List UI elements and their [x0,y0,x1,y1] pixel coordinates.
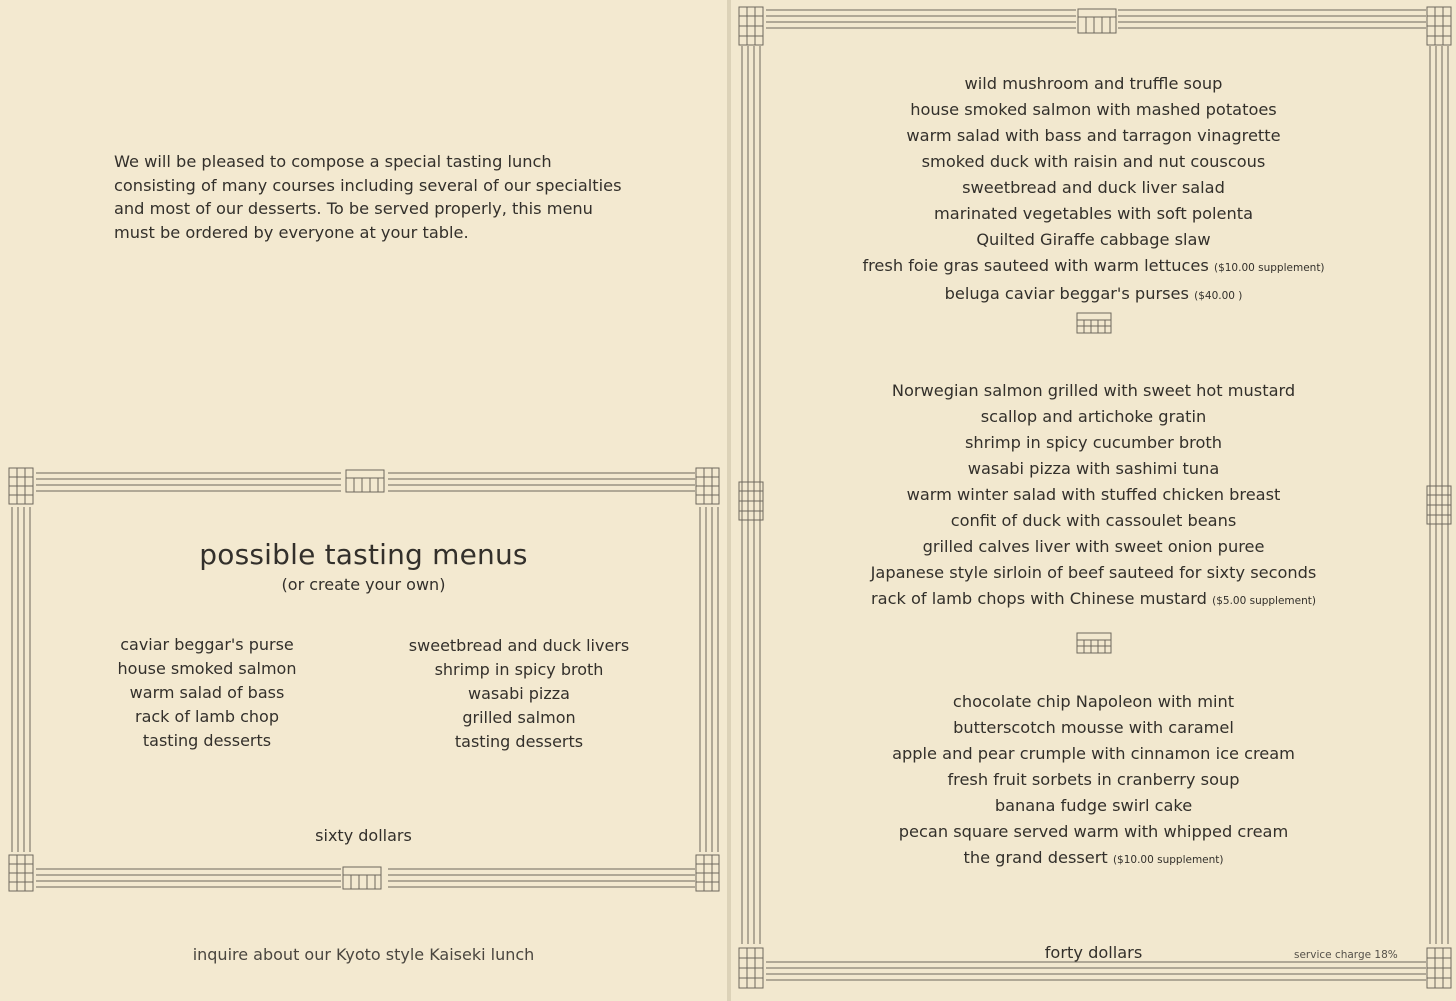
grid-ornament-icon [1076,632,1112,654]
intro-paragraph: We will be pleased to compose a special tasting lunch consisting of many courses including several of our specialties and most of our desserts. To be served properly, this menu must be ordered by everyone at your table. [114,152,622,242]
tasting-menu-b [369,634,669,754]
list-item: wasabi pizza [468,684,570,703]
list-item: caviar beggar's purse [120,635,294,654]
dish-name: Quilted Giraffe cabbage slaw [976,230,1211,249]
dessert-course-list [731,689,1456,873]
dish-name: confit of duck with cassoulet beans [950,511,1237,530]
list-item [731,767,1456,793]
dish-name: banana fudge swirl cake [994,796,1193,815]
dish-name: fresh fruit sorbets in cranberry soup [947,770,1240,789]
list-item: warm salad of bass [129,683,285,702]
list-item [731,793,1456,819]
dish-name: smoked duck with raisin and nut couscous [921,152,1266,171]
list-item [731,227,1456,253]
dish-name: beluga caviar beggar's purses [944,284,1189,303]
list-item [731,508,1456,534]
list-item [731,253,1456,281]
list-item [731,123,1456,149]
dish-name: warm salad with bass and tarragon vinagrette [906,126,1281,145]
dish-name: scallop and artichoke gratin [980,407,1207,426]
list-item: tasting desserts [454,732,584,751]
list-item [731,404,1456,430]
dish-name: butterscotch mousse with caramel [953,718,1234,737]
list-item [731,689,1456,715]
grid-ornament-icon [1076,312,1112,334]
lunch-price: forty dollars [1044,943,1143,962]
list-item [731,430,1456,456]
list-item: house smoked salmon [117,659,297,678]
dish-name: shrimp in spicy cucumber broth [965,433,1222,452]
first-course-list [731,71,1456,309]
tasting-menus-heading: possible tasting menus [199,538,528,571]
dish-name: pecan square served warm with whipped cream [898,822,1289,841]
main-course-list [731,378,1456,614]
list-item [731,819,1456,845]
tasting-price: sixty dollars [315,826,412,845]
list-item [731,97,1456,123]
list-item: rack of lamb chop [135,707,279,726]
list-item [731,560,1456,586]
list-item [731,175,1456,201]
dish-name: marinated vegetables with soft polenta [934,204,1253,223]
list-item [731,149,1456,175]
list-item [731,741,1456,767]
dish-name: Norwegian salmon grilled with sweet hot mustard [891,381,1296,400]
dish-name: house smoked salmon with mashed potatoes [910,100,1277,119]
list-item [731,715,1456,741]
list-item [731,281,1456,309]
list-item: grilled salmon [462,708,576,727]
list-item [731,201,1456,227]
dish-name: grilled calves liver with sweet onion puree [922,537,1265,556]
list-item [731,586,1456,614]
dish-name: wild mushroom and truffle soup [964,74,1223,93]
list-item: shrimp in spicy broth [434,660,604,679]
tasting-menu-a [57,633,357,753]
list-item [731,456,1456,482]
supplement-note: ($5.00 supplement) [1212,595,1316,607]
dish-name: fresh foie gras sauteed with warm lettuces [862,256,1209,275]
list-item [731,845,1456,873]
supplement-note: ($10.00 supplement) [1112,854,1224,866]
list-item [731,534,1456,560]
list-item [731,482,1456,508]
list-item [731,71,1456,97]
dish-name: the grand dessert [963,848,1108,867]
dish-name: sweetbread and duck liver salad [962,178,1225,197]
dish-name: Japanese style sirloin of beef sauteed for sixty seconds [870,563,1317,582]
tasting-menus-subheading: (or create your own) [281,575,446,594]
kaiseki-note: inquire about our Kyoto style Kaiseki lunch [192,945,535,964]
list-item: sweetbread and duck livers [408,636,630,655]
supplement-note: ($10.00 supplement) [1213,262,1325,274]
list-item: tasting desserts [142,731,272,750]
dish-name: rack of lamb chops with Chinese mustard [871,589,1207,608]
list-item [731,378,1456,404]
supplement-note: ($40.00 ) [1194,290,1243,302]
dish-name: wasabi pizza with sashimi tuna [967,459,1220,478]
dish-name: apple and pear crumple with cinnamon ice cream [892,744,1295,763]
service-charge-note: service charge 18% [1294,949,1398,961]
dish-name: chocolate chip Napoleon with mint [952,692,1235,711]
dish-name: warm winter salad with stuffed chicken breast [906,485,1281,504]
